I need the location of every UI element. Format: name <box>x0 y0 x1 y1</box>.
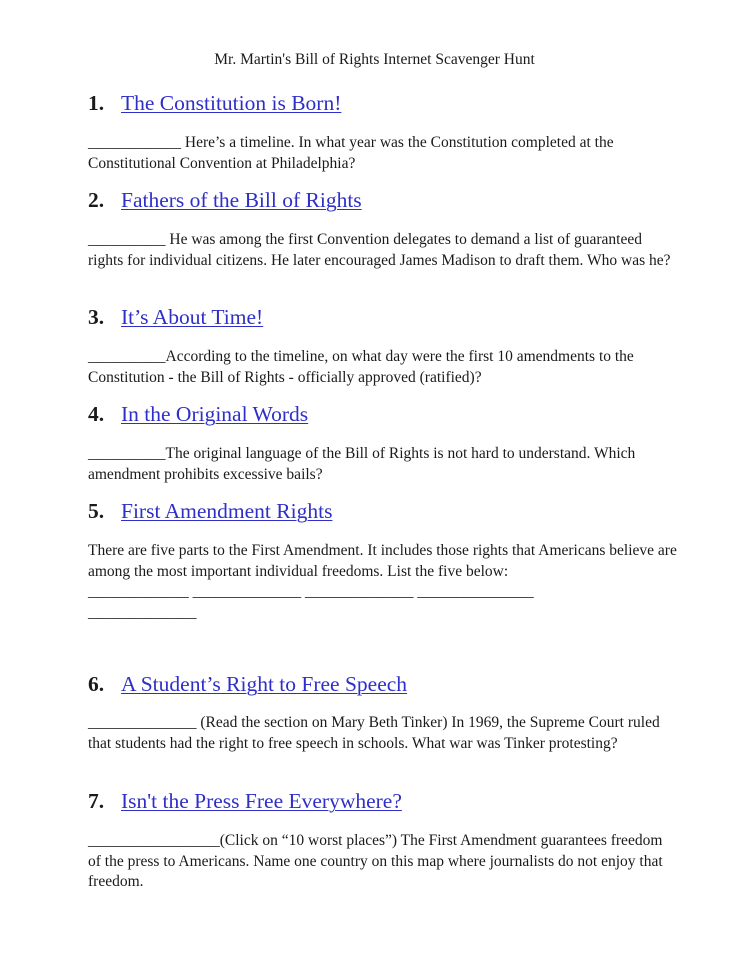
question-2-number: 2. <box>88 188 105 212</box>
question-1-heading <box>88 89 341 117</box>
question-6-link[interactable]: A Student’s Right to Free Speech <box>121 672 408 696</box>
question-4-link[interactable]: In the Original Words <box>121 402 309 426</box>
question-6-heading <box>88 670 407 698</box>
answer-blank-6: ______________ <box>88 714 197 731</box>
question-3-text: According to the timeline, on what day were the first 10 amendments to the Constitution - the Bill of Rights - officially approved (ratified)? <box>88 348 634 386</box>
question-1-link[interactable]: The Constitution is Born! <box>121 91 342 115</box>
question-6-text: (Read the section on Mary Beth Tinker) In 1969, the Supreme Court ruled that students had the right to free speech in schools. What war was Tinker protesting? <box>88 714 660 752</box>
answer-blank-3: __________ <box>88 348 166 365</box>
question-2-body <box>88 230 678 271</box>
question-3-heading <box>88 303 263 331</box>
question-3-body <box>88 347 678 388</box>
answer-blank-2: __________ <box>88 231 166 248</box>
question-4-body <box>88 444 678 485</box>
question-5-link[interactable]: First Amendment Rights <box>121 499 333 523</box>
question-1-body <box>88 133 678 174</box>
answer-blank-4: __________ <box>88 445 166 462</box>
question-2-heading <box>88 186 362 214</box>
question-2-link[interactable]: Fathers of the Bill of Rights <box>121 188 362 212</box>
answer-blank-line-5a: _____________ ______________ ______________ _______________ <box>88 583 534 600</box>
question-3-link[interactable]: It’s About Time! <box>121 305 264 329</box>
question-6-number: 6. <box>88 672 105 696</box>
question-2-text: He was among the first Convention delegates to demand a list of guaranteed rights for individual citizens. He later encouraged James Madison to draft them. Who was he? <box>88 231 671 269</box>
question-7-number: 7. <box>88 789 105 813</box>
question-3-number: 3. <box>88 305 105 329</box>
question-5-heading <box>88 497 332 525</box>
question-4-heading <box>88 400 308 428</box>
question-7-text: (Click on “10 worst places”) The First Amendment guarantees freedom of the press to Americans. Name one country on this map where journalists do not enjoy that freedom. <box>88 832 663 890</box>
answer-blank-line-5b: ______________ <box>88 603 197 621</box>
document-title: Mr. Martin's Bill of Rights Internet Scavenger Hunt <box>214 51 535 68</box>
question-4-text: The original language of the Bill of Rights is not hard to understand. Which amendment prohibits excessive bails? <box>88 445 636 483</box>
answer-blank-7: _________________ <box>88 832 220 849</box>
question-7-heading <box>88 787 402 815</box>
question-7-body <box>88 831 678 893</box>
question-5-body <box>88 541 678 623</box>
question-1-text: Here’s a timeline. In what year was the Constitution completed at the Constitutional Convention at Philadelphia? <box>88 134 614 172</box>
question-5-text: There are five parts to the First Amendment. It includes those rights that Americans believe are among the most important individual freedoms. List the five below: <box>88 542 677 580</box>
question-4-number: 4. <box>88 402 105 426</box>
question-5-number: 5. <box>88 499 105 523</box>
answer-blank-1: ____________ <box>88 134 181 151</box>
question-1-number: 1. <box>88 91 105 115</box>
question-7-link[interactable]: Isn't the Press Free Everywhere? <box>121 789 402 813</box>
question-6-body <box>88 713 678 754</box>
